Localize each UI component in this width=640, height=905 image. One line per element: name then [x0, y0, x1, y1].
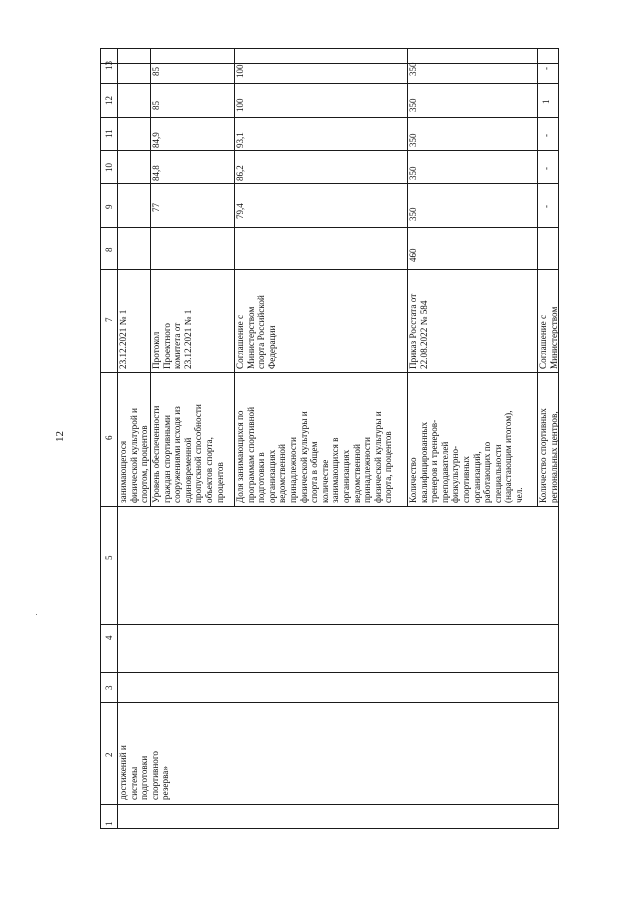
col-num-8: 8	[104, 247, 114, 252]
row0-indicator: занимающегося физической культурой и спортом, процентов	[118, 408, 150, 503]
row2-c11: 93,1	[235, 132, 245, 148]
col-num-12: 12	[104, 96, 114, 105]
row3-c11: 350	[408, 133, 418, 147]
col-line-9-10	[100, 183, 559, 184]
row2-c9: 79,4	[235, 203, 245, 219]
row1-c11: 84,9	[151, 132, 161, 148]
row4-c10: -	[541, 167, 551, 170]
row3-c13: 350	[408, 62, 418, 76]
table-border-top	[100, 48, 559, 49]
col-num-7: 7	[104, 317, 114, 322]
row1-c10: 84,8	[151, 165, 161, 181]
row3-c12: 350	[408, 98, 418, 112]
header-number-line-13	[100, 63, 559, 64]
col-line-6-7	[100, 372, 559, 373]
row3-c8: 460	[408, 248, 418, 262]
row2-source: Соглашение с Министерством спорта Российской Федерации	[235, 295, 277, 369]
col-line-8-9	[100, 227, 559, 228]
row1-c9: 77	[151, 203, 161, 212]
row4-c12: 1	[541, 99, 551, 104]
col-line-4-5	[100, 624, 559, 625]
col-num-3: 3	[104, 685, 114, 690]
row3-c10: 350	[408, 166, 418, 180]
row4-c13: -	[541, 67, 551, 70]
row1-c12: 85	[151, 101, 161, 110]
col-num-4: 4	[104, 635, 114, 640]
row3-c9: 350	[408, 207, 418, 221]
row2-indicator: Доля занимающихся по программам спортивной подготовки в организациях ведомственной принадлежности физической культуры и спорта в общем количестве занимающихся в организациях ведомственной принадлежности физической культуры и спорта, процентов	[235, 406, 394, 503]
table-border-left	[100, 48, 101, 828]
row4-c9: -	[541, 205, 551, 208]
col-line-10-11	[100, 150, 559, 151]
col-num-2: 2	[104, 752, 114, 757]
col-line-5-6	[100, 506, 559, 507]
row3-indicator: Количество квалифицированных тренеров и тренеров- преподавателей физкультурно- спортивных организаций, работающих по специальности (нарастающим итогом), чел.	[408, 410, 524, 503]
col-num-10: 10	[104, 163, 114, 172]
col-num-11: 11	[104, 129, 114, 138]
table-border-bottom	[100, 828, 559, 829]
row2-c13: 100	[235, 64, 245, 78]
col-num-5: 5	[104, 555, 114, 560]
col-line-11-12	[100, 117, 559, 118]
row2-c12: 100	[235, 98, 245, 112]
row1-indicator: Уровень обеспеченности граждан спортивными сооружениями исходя из единовременной пропускной способности объектов спорта, процентов	[151, 404, 225, 503]
col-num-1: 1	[104, 821, 114, 826]
page-number: 12	[54, 431, 66, 442]
col-line-12-13	[100, 83, 559, 84]
row3-source: Приказ Росстата от 22.08.2022 № 584	[408, 293, 429, 369]
row2-c10: 86,2	[235, 165, 245, 181]
col-num-13: 13	[104, 61, 114, 70]
row0-source: 23.12.2021 № 1	[118, 309, 128, 369]
col-line-3-4	[100, 672, 559, 673]
col-num-6: 6	[104, 435, 114, 440]
col-line-2-3	[100, 702, 559, 703]
row4-indicator: Количество спортивных региональных центров,	[538, 408, 559, 503]
col-num-9: 9	[104, 204, 114, 209]
col-line-7-8	[100, 269, 559, 270]
col2-text: достижений и системы подготовки спортивного резерва»	[118, 745, 171, 800]
row1-c13: 85	[151, 67, 161, 76]
row4-source: Соглашение с Министерством	[538, 306, 559, 369]
row4-c11: -	[541, 134, 551, 137]
col-line-1-2	[100, 804, 559, 805]
row1-source: Протокол Проектного комитета от 23.12.2021 № 1	[151, 309, 193, 369]
scan-speck	[36, 614, 37, 615]
